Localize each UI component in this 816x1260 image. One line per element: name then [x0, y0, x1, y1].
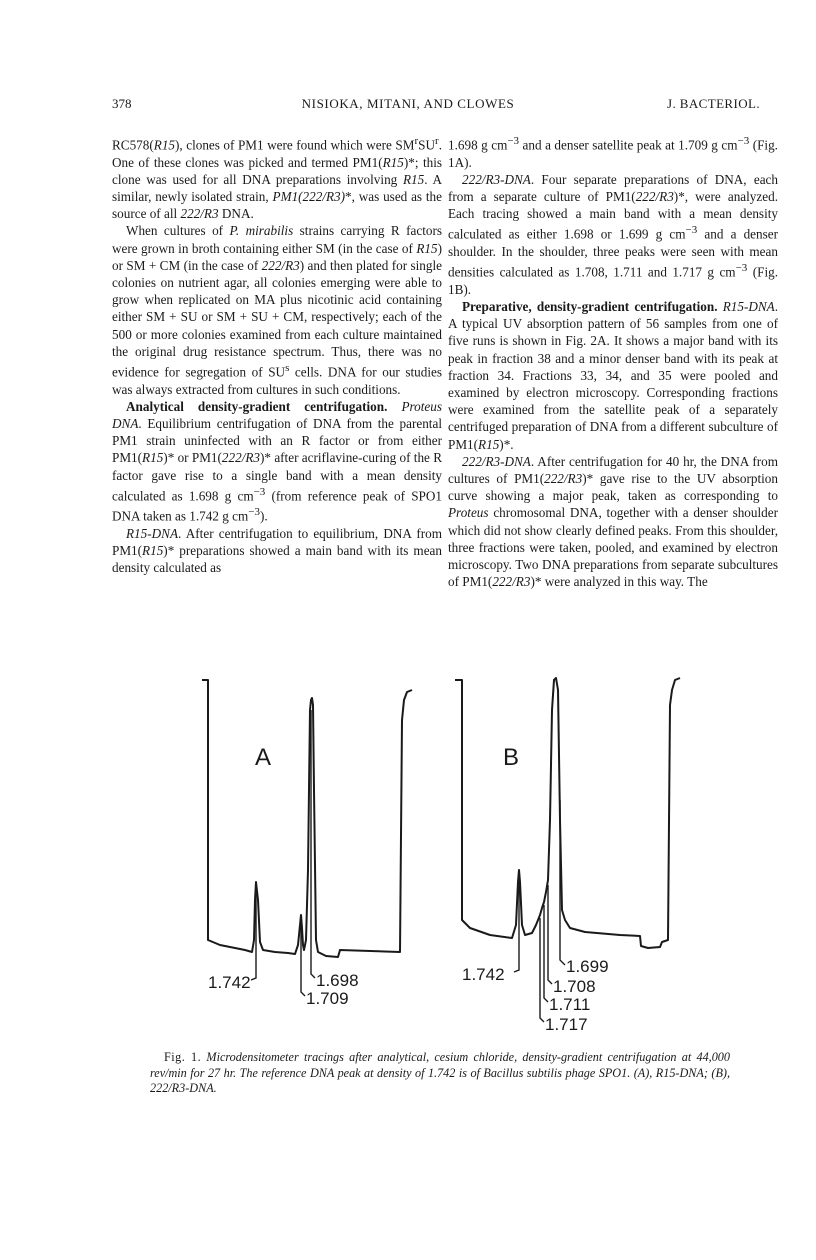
running-authors: NISIOKA, MITANI, AND CLOWES	[301, 96, 515, 111]
label-a-1742: 1.742	[208, 973, 251, 992]
figure-label: Fig. 1.	[164, 1050, 202, 1064]
paragraph: 1.698 g $cm^{-3}$ and a denser satellite peak at 1.709 g $cm^{-3}$ (Fig. 1A).	[448, 135, 778, 170]
label-a-1709: 1.709	[306, 989, 349, 1008]
figure-caption	[150, 1050, 730, 1097]
paragraph: Analytical density-gradient centrifugation. Proteus DNA. Equilibrium centrifugation of DNA from the parental PM1 strain uninfected with an R factor or from either PM1(R15)* or PM1(222/R3)* after acriflavine-curing of the R factor gave rise to a single band with a mean density calculated as 1.698 g $cm^{-3}$ (from reference peak of SPO1 DNA taken as 1.742 g $cm^{-3}$).	[112, 398, 443, 524]
paragraph: When cultures of P. mirabilis strains carrying R factors were grown in broth containing either SM (in the case of R15) or SM + CM (in the case of 222/R3) and then plated for single colonies on nutrient agar, all colonies emerging were able to grow when replicated on MA plus nicotinic acid containing either SM + SU or SM + SU + CM, respectively; each of the 500 or more colonies examined from each culture maintained the original drug resistance spectrum. Thus, there was no evidence for segregation of $SU^s$ cells. DNA for our studies was always extracted from cultures in such conditions.	[112, 223, 442, 397]
caption-text: Microdensitometer tracings after analytical, cesium chloride, density-gradient centrifugation at 44,000 rev/min for 27 hr. The reference DNA peak at density of 1.742 is of Bacillus subtilis phage SPO1. (A), R15-DNA; (B), 222/R3-DNA.	[150, 1050, 730, 1095]
running-header	[0, 96, 816, 116]
label-b-1711: 1.711	[549, 995, 591, 1014]
paragraph: RC578(R15), clones of PM1 were found which were $SM^rSU^r$. One of these clones was picked and termed PM1(R15)*; this clone was used for all DNA preparations involving R15. A similar, newly isolated strain, PM1(222/R3)*, was used as the source of all 222/R3 DNA.	[112, 135, 443, 222]
leader-b-1708	[548, 885, 552, 984]
page-number: 378	[112, 96, 132, 111]
label-b-1717: 1.717	[545, 1015, 588, 1034]
section-heading: Preparative, density-gradient centrifugation.	[462, 299, 718, 314]
label-a-1698: 1.698	[316, 971, 359, 990]
label-b-1742: 1.742	[462, 965, 505, 984]
paragraph: R15-DNA. After centrifugation to equilibrium, DNA from PM1(R15)* preparations showed a main band with its mean density calculated as	[112, 526, 442, 576]
journal-name: J. BACTERIOL.	[667, 96, 760, 111]
paragraph: Preparative, density-gradient centrifugation. R15-DNA. A typical UV absorption pattern of 56 samples from one of five runs is shown in Fig. 2A. It shows a major band with its peak in fraction 38 and a minor denser band with its peak at fraction 34. Fractions 33, 34, and 35 were pooled and examined by electron microscopy. Corresponding fractions were examined from the satellite peak of a separately centrifuged preparation of DNA from a different subculture of PM1(R15)*.	[448, 299, 779, 452]
label-b-1708: 1.708	[553, 977, 596, 996]
densitometer-tracings	[190, 670, 690, 1045]
panel-letter-a: A	[255, 744, 272, 771]
left-column	[112, 133, 442, 577]
figure-1	[190, 670, 690, 1045]
section-heading: Analytical density-gradient centrifugation.	[126, 398, 388, 414]
paragraph: 222/R3-DNA. After centrifugation for 40 hr, the DNA from cultures of PM1(222/R3)* gave rise to the UV absorption curve showing a major peak, taken as corresponding to Proteus chromosomal DNA, together with a denser shoulder which did not show clearly defined peaks. From this shoulder, three fractions were taken, pooled, and examined by electron microscopy. Two DNA preparations from separate subcultures of PM1(222/R3)* were analyzed in this way. The	[448, 453, 778, 590]
tracing-a	[202, 680, 412, 957]
tracing-b	[455, 678, 680, 948]
right-column	[448, 133, 778, 590]
label-b-1699: 1.699	[566, 957, 609, 976]
paragraph: 222/R3-DNA. Four separate preparations of DNA, each from a separate culture of PM1(222/R3)*, were analyzed. Each tracing showed a main band with a mean density calculated as either 1.698 or 1.699 g $cm^{-3}$ and a denser shoulder. In the shoulder, three peaks were seen with mean densities calculated as 1.708, 1.711 and 1.717 g $cm^{-3}$ (Fig. 1B).	[448, 171, 779, 297]
panel-letter-b: B	[503, 744, 520, 771]
